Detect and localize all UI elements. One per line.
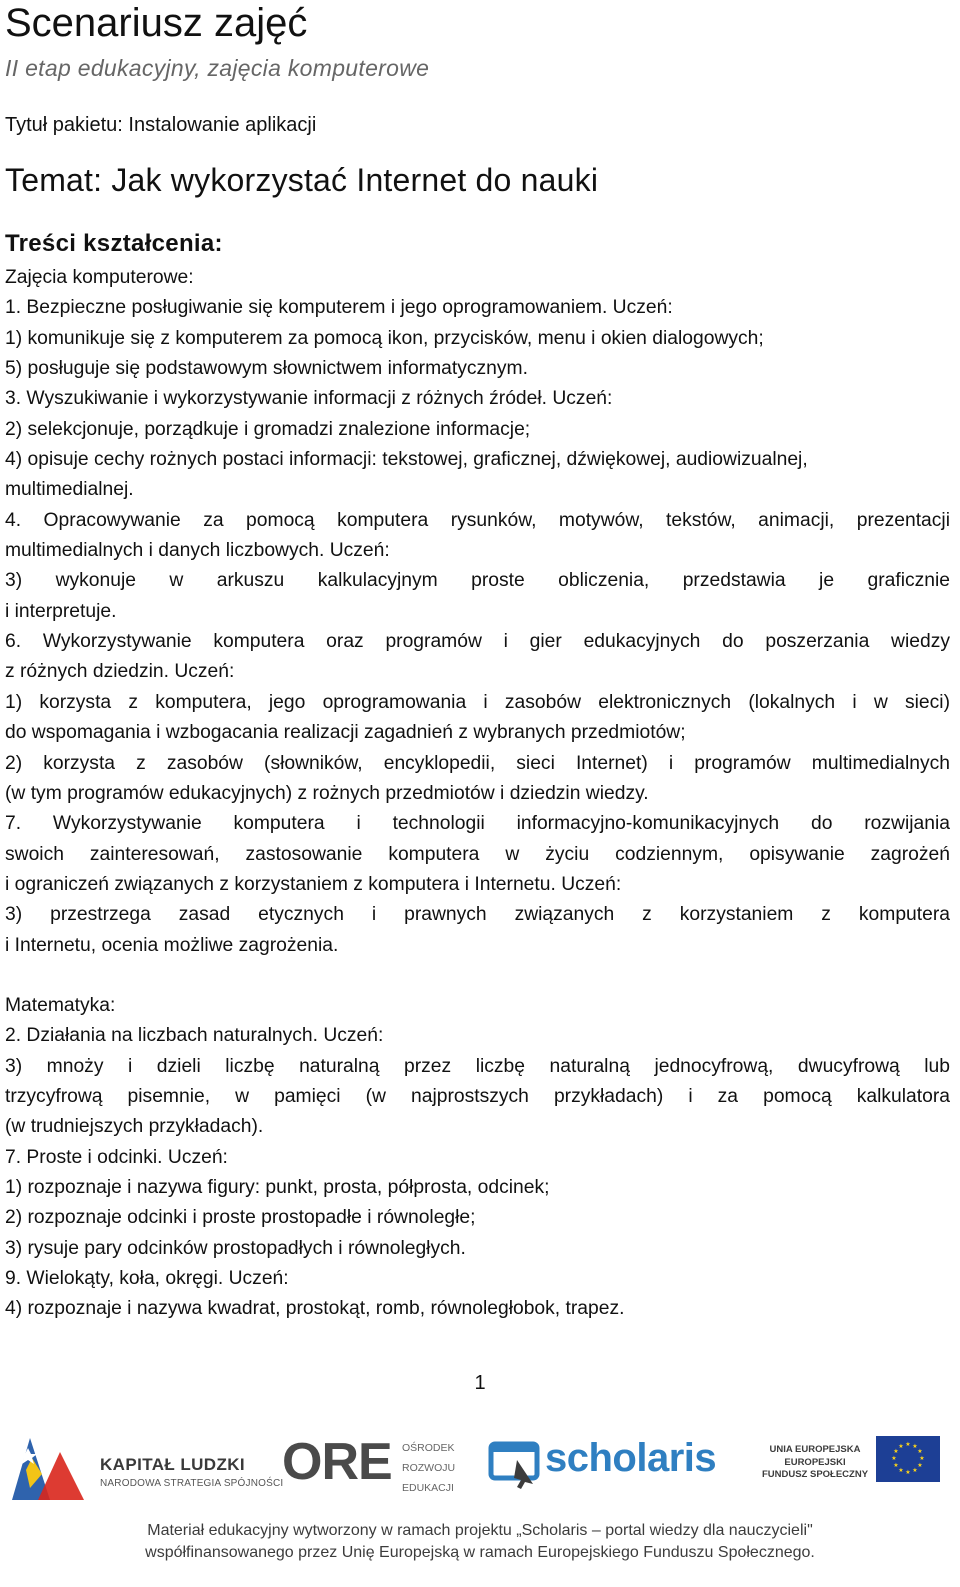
requirement-line: 4) opisuje cechy rożnych postaci informacji: tekstowej, graficznej, dźwiękowej, audiowizualnej, [5, 449, 808, 471]
requirement-line: i Internetu, ocenia możliwe zagrożenia. [5, 934, 339, 956]
svg-text:★: ★ [912, 1443, 918, 1450]
requirement-line: (w trudniejszych przykładach). [5, 1116, 264, 1138]
svg-text:★: ★ [917, 1462, 923, 1469]
svg-text:★: ★ [893, 1448, 899, 1455]
eu-line: UNIA EUROPEJSKA [769, 1444, 861, 1455]
page-subtitle: II etap edukacyjny, zajęcia komputerowe [5, 55, 430, 81]
requirement-line: swoich zainteresowań, zastosowanie komputera w życiu codziennym, opisywanie zagrożeń [5, 843, 950, 865]
requirement-line: 5) posługuje się podstawowym słownictwem informatycznym. [5, 358, 528, 380]
requirement-line: 1) komunikuje się z komputerem za pomocą ikon, przycisków, menu i okien dialogowych; [5, 327, 764, 349]
ore-logo [282, 1432, 472, 1502]
funding-note [0, 1520, 960, 1564]
requirement-line: i ograniczeń związanych z korzystaniem z komputera i Internetu. Uczeń: [5, 873, 622, 895]
svg-text:★: ★ [891, 1455, 897, 1462]
requirement-line: 2. Działania na liczbach naturalnych. Uczeń: [5, 1025, 384, 1047]
kl-title: KAPITAŁ LUDZKI [100, 1455, 246, 1474]
requirement-line: 2) selekcjonuje, porządkuje i gromadzi znalezione informacje; [5, 418, 531, 440]
ore-name [402, 1438, 455, 1498]
ore-line: ROZWOJU [402, 1462, 456, 1474]
requirement-line: 3) rysuje pary odcinków prostopadłych i równoległych. [5, 1237, 466, 1259]
svg-text:★: ★ [898, 1443, 904, 1450]
scholaris-logo [487, 1434, 727, 1494]
eu-line: EUROPEJSKI [784, 1456, 846, 1468]
requirement-line: i interpretuje. [5, 600, 117, 622]
ore-line: EDUKACJI [402, 1482, 454, 1494]
requirement-line: trzycyfrową pisemnie, w pamięci (w najprostszych przykładach) i za pomocą kalkulatora [5, 1085, 950, 1107]
requirement-line: 1. Bezpieczne posługiwanie się komputerem i jego oprogramowaniem. Uczeń: [5, 297, 673, 319]
section-heading-math: Matematyka: [5, 994, 116, 1016]
curriculum-content [5, 263, 950, 1325]
kapital-ludzki-logo [8, 1430, 284, 1505]
requirement-line: 3) wykonuje w arkuszu kalkulacyjnym proste obliczenia, przedstawia je graficznie [5, 570, 950, 592]
page-number: 1 [474, 1372, 486, 1394]
requirement-line: 3) mnoży i dzieli liczbę naturalną przez liczbę naturalną jednocyfrową, dwucyfrową lub [5, 1055, 950, 1077]
package-title: Tytuł pakietu: Instalowanie aplikacji [5, 114, 317, 136]
requirement-line: 9. Wielokąty, koła, okręgi. Uczeń: [5, 1268, 289, 1289]
requirement-line: z różnych dziedzin. Uczeń: [5, 661, 235, 683]
ore-wordmark: ORE [282, 1433, 392, 1491]
kl-subtitle: NARODOWA STRATEGIA SPÓJNOŚCI [100, 1478, 284, 1489]
section-spacer [5, 961, 950, 991]
footer [0, 1420, 960, 1587]
requirement-line: do wspomagania i wzbogacania realizacji zagadnień z wybranych przedmiotów; [5, 722, 686, 744]
page-title: Scenariusz zajęć [5, 1, 308, 45]
svg-text:★: ★ [898, 1467, 904, 1474]
svg-text:★: ★ [905, 1441, 911, 1448]
requirement-line: (w tym programów edukacyjnych) z rożnych przedmiotów i dziedzin wiedzy. [5, 782, 649, 804]
topic-heading: Temat: Jak wykorzystać Internet do nauki [5, 162, 599, 198]
requirement-line: 7. Proste i odcinki. Uczeń: [5, 1146, 228, 1168]
requirement-line: 4) rozpoznaje i nazywa kwadrat, prostokąt, romb, równoległobok, trapez. [5, 1298, 625, 1320]
requirement-line: 3. Wyszukiwanie i wykorzystywanie informacji z różnych źródeł. Uczeń: [5, 388, 613, 410]
eu-logo [760, 1436, 940, 1496]
svg-text:★: ★ [912, 1467, 918, 1474]
requirement-line: 7. Wykorzystywanie komputera i technologii informacyjno-komunikacyjnych do rozwijania [5, 813, 950, 835]
requirement-line: 4. Opracowywanie za pomocą komputera rysunków, motywów, tekstów, animacji, prezentacji [5, 509, 950, 531]
svg-text:★: ★ [893, 1462, 899, 1469]
svg-text:★: ★ [919, 1455, 925, 1462]
funding-note-line: współfinansowanego przez Unię Europejską w ramach Europejskiego Funduszu Społecznego. [145, 1544, 815, 1561]
ore-line: OŚRODEK [402, 1442, 455, 1454]
requirement-line: 1) rozpoznaje i nazywa figury: punkt, prosta, półprosta, odcinek; [5, 1176, 550, 1198]
eu-name [760, 1444, 870, 1482]
funding-note-line: Materiał edukacyjny wytworzony w ramach projektu „Scholaris – portal wiedzy dla nauczycieli" [147, 1522, 813, 1539]
scholaris-window-icon [487, 1434, 543, 1490]
requirement-line: 1) korzysta z komputera, jego oprogramowania i zasobów elektronicznych (lokalnych i w sieci) [5, 691, 950, 713]
kapital-ludzki-emblem-icon [8, 1430, 92, 1505]
svg-text:★: ★ [905, 1469, 911, 1476]
content-heading: Treści kształcenia: [5, 230, 223, 257]
svg-text:★: ★ [917, 1448, 923, 1455]
requirement-line: 3) przestrzega zasad etycznych i prawnych związanych z korzystaniem z komputera [5, 904, 950, 926]
requirement-line: 2) rozpoznaje odcinki i proste prostopadłe i równoległe; [5, 1207, 476, 1229]
requirement-line: 2) korzysta z zasobów (słowników, encyklopedii, sieci Internet) i programów multimedialnych [5, 752, 950, 774]
eu-flag-icon [876, 1436, 940, 1482]
requirement-line: 6. Wykorzystywanie komputera oraz programów i gier edukacyjnych do poszerzania wiedzy [5, 631, 950, 653]
requirement-line: multimedialnych i danych liczbowych. Uczeń: [5, 540, 390, 562]
scholaris-wordmark: scholaris [545, 1436, 717, 1480]
requirement-line: multimedialnej. [5, 479, 134, 501]
section-heading-computer: Zajęcia komputerowe: [5, 267, 194, 288]
eu-line: FUNDUSZ SPOŁECZNY [761, 1469, 869, 1480]
